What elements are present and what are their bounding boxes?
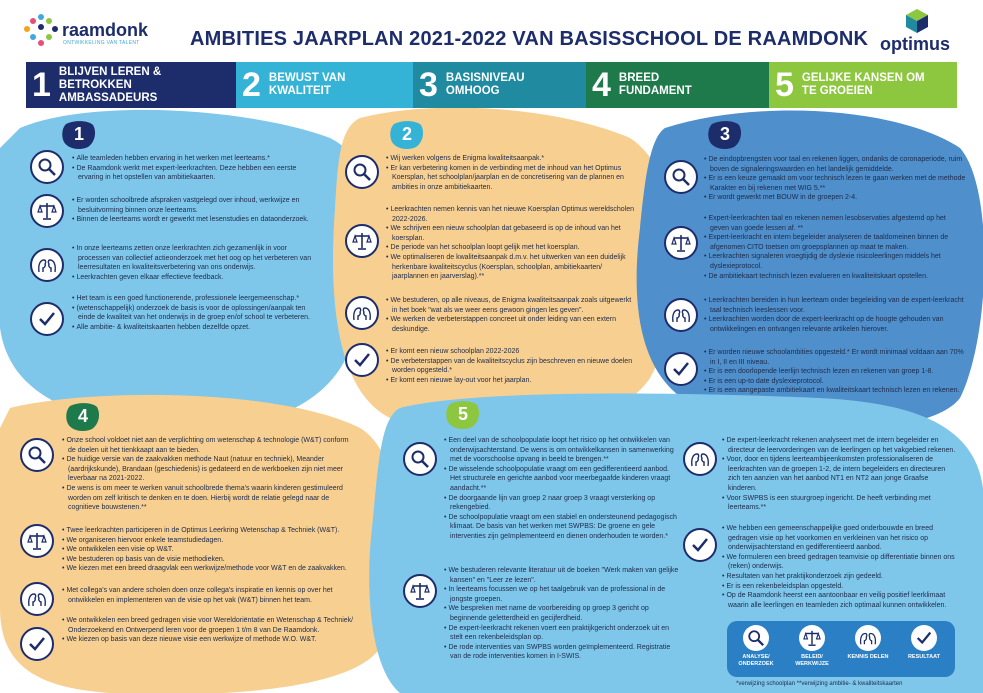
list-item: • We werken de verbeterstappen concreet uit onder leiding van een extern deskundige. [386,315,638,334]
section-2-block-2 [386,205,638,282]
list-item: • Resultaten van het praktijkonderzoek zijn gedeeld. [722,572,958,582]
badge-number: 2 [401,124,412,144]
list-item: • Met collega's van andere scholen doen onze collega's inspiratie en kennis op over het ontwikkelen en implementeren van de visie op het vak (W&T) binnen het team. [62,586,356,605]
legend-label: RESULTAAT [907,654,941,660]
header [0,0,983,62]
badge-number: 3 [719,124,730,144]
badge-number: 4 [77,406,88,426]
list-item: • Wij werken volgens de Enigma kwaliteitsaanpak.* [386,154,638,164]
list-item: • De Raamdonk werkt met expert-leerkrachten. Deze hebben een eerste ervaring in het opstellen van ambitiekaarten. [72,164,312,183]
list-item: • Expert-leerkrachten taal en rekenen nemen lesobservaties afgestemd op het geven van goede lessen af. ** [704,214,966,233]
legend-item-analyse [731,625,781,667]
magnifier-icon [20,438,54,472]
magnifier-icon [743,625,769,651]
list-item: • Alle teamleden hebben ervaring in het werken met leerteams.* [72,154,312,164]
checkmark-icon [30,302,64,336]
legend-label: BELEID/ WERKWIJZE [795,654,829,667]
legend-label: KENNIS DELEN [847,654,889,660]
badge-number: 5 [457,404,468,424]
list-item: • Er is een up-to date dyslexieprotocol. [704,377,966,387]
magnifier-icon [345,155,379,189]
magnifier-icon [664,160,698,194]
list-item: • In leerteams focussen we op het taalgebruik van de professional in de jongste groepen. [444,585,680,604]
list-item: • De huidige versie van de zaakvakken methode Naut (natuur en techniek), Meander (aardrijkskunde), Brandaan (geschiedenis) is gedateerd en de werkboeken zijn niet meer leverbaar na 2021-2022. [62,455,356,484]
list-item: • We bestuderen relevante literatuur uit de boeken "Werk maken van gelijke kansen" en "Leer ze lezen". [444,566,680,585]
list-item: • Er worden schoolbrede afspraken vastgelegd over inhoud, werkwijze en besluitvorming binnen onze leerteams. [72,196,312,215]
list-item: • We ontwikkelen een breed gedragen visie voor Wereldoriëntatie en Wetenschap & Techniek/ Onderzoekend en Ontwerpend leren voor de groepen 1 t/m 8 van De Raamdonk. [62,616,356,635]
list-item: • Er is een doorlopende leerlijn technisch lezen en rekenen van groep 1-8. [704,367,966,377]
section-1-block-3 [72,244,312,282]
list-item: • We bespreken met name de voorbereiding op groep 3 gericht op beginnende geletterdheid en gecijferdheid. [444,604,680,623]
heads-icon [683,442,717,476]
heads-icon [20,582,54,616]
list-item: • Leerkrachten bereiden in hun leerteam onder begeleiding van de expert-leerkracht taal technisch leeslessen voor. [704,296,966,315]
list-item: • Een deel van de schoolpopulatie loopt het risico op het ontwikkelen van onderwijsachterstand. De wens is om ontwikkelkansen in samenwerking met de voorschoolse opvang in beeld te brengen.** [444,436,680,465]
raamdonk-logo-text: raamdonk [62,20,149,40]
section-2-block-3 [386,296,638,334]
list-item: • Expert-leerkracht en intern begeleider analyseren de taaldomeinen binnen de afgenomen CITO toetsen om groepsplannen op maat te maken. [704,233,966,252]
list-item: • De periode van het schoolplan loopt gelijk met het koersplan. [386,243,638,253]
raamdonk-logo [24,14,154,54]
list-item: • We bestuderen op basis van de visie methodieken. [62,555,356,565]
banner-number: 1 [32,66,51,104]
banner-item-1 [26,62,236,108]
banner-label: BLIJVEN LEREN & BETROKKEN AMBASSADEURS [58,65,162,104]
ambition-banner [26,62,957,108]
optimus-logo [870,8,970,54]
section-1-block-2 [72,196,312,225]
banner-label: BREED FUNDAMENT [618,72,692,97]
list-item: • We kiezen op basis van deze nieuwe visie een werkwijze of methode W.O. W&T. [62,635,356,645]
scale-icon [664,226,698,260]
heads-icon [30,248,64,282]
list-item: • Het team is een goed functionerende, professionele leergemeenschap.* [72,294,312,304]
banner-item-4 [586,62,769,108]
section-badge-3 [708,120,742,150]
list-item: • We optimaliseren de kwaliteitsaanpak d.m.v. het uitwerken van een duidelijk herkenbare kwaliteitscyclus (Koersplan, schoolplan, ambitiekaarten/ jaarplannen en jaarverslag).** [386,253,638,282]
list-item: • Leerkrachten geven elkaar effectieve feedback. [72,273,312,283]
banner-number: 2 [242,66,261,104]
banner-label: GELIJKE KANSEN OM TE GROEIEN [801,72,925,97]
banner-label: BASISNIVEAU OMHOOG [445,72,525,97]
list-item: • We hebben een gemeenschappelijke goed onderbouwde en breed gedragen visie op het voorkomen en verkleinen van het risico op onderwijsachterstand en gedifferentieerd aanbod. [722,524,958,553]
magnifier-icon [403,442,437,476]
section-4-block-3 [62,586,356,605]
checkmark-icon [664,352,698,386]
list-item: • Er kan verbetering komen in de verbinding met de inhoud van het Optimus Koersplan, het schoolplan/jaarplan en de concretisering van de plannen en ambities in onze ambitiekaarten. [386,164,638,193]
section-1-block-4 [72,294,312,332]
optimus-cube-icon [904,8,930,34]
banner-label: BEWUST VAN KWALITEIT [268,72,346,97]
raamdonk-logo-tagline: ONTWIKKELING VAN TALENT [63,40,140,46]
section-2-block-4 [386,347,638,385]
scale-icon [30,194,64,228]
list-item: • We ontwikkelen een visie op W&T. [62,545,356,555]
list-item: • Er komt een nieuwe lay-out voor het jaarplan. [386,376,638,386]
section-5-block-4 [722,524,958,610]
badge-number: 1 [73,124,84,144]
section-badge-4 [66,402,100,432]
list-item: • Voor SWPBS is een stuurgroep ingericht. De heeft verbinding met leerteams.** [722,494,958,513]
section-5-block-3 [722,436,958,513]
banner-number: 3 [419,66,438,104]
list-item: • Er is een keuze gemaakt om voor technisch lezen te gaan werken met de methode Karakter en bij rekenen met WIG 5.** [704,174,966,193]
list-item: • Er komt een nieuw schoolplan 2022-2026 [386,347,638,357]
list-item: • Leerkrachten signaleren vroegtijdig de dyslexie risicoleerlingen middels het dyslexieprotocol. [704,252,966,271]
list-item: • De expert-leerkracht rekenen voert een praktijkgericht onderzoek uit en stelt een rekenbeleidsplan op. [444,624,680,643]
icon-legend [727,621,955,677]
scale-icon [403,574,437,608]
list-item: • De rode interventies van SWPBS worden geïmplementeerd. Registratie van de rode interventies komen in I-SWIS. [444,643,680,662]
legend-item-beleid [787,625,837,667]
scale-icon [799,625,825,651]
banner-item-3 [413,62,586,108]
list-item: • De ambitiekaart technisch lezen evalueren en kwaliteitskaart opstellen. [704,272,966,282]
section-3-block-4 [704,348,966,396]
scale-icon [345,224,379,258]
heads-icon [855,625,881,651]
banner-number: 5 [775,66,794,104]
list-item: • De wens is om meer te werken vanuit schoolbrede thema's waarin kinderen gestimuleerd worden om zelf kritisch te denken en te doen. Hierbij wordt de relatie gelegd naar de cognitieve bouwstenen.** [62,484,356,513]
scale-icon [20,524,54,558]
list-item: • Onze school voldoet niet aan de verplichting om wetenschap & technologie (W&T) conform de doelen uit het tienkkaapt aan te bieden. [62,436,356,455]
footnote: *verwijzing schoolplan **verwijzing ambitie- & kwaliteitskaarten [736,681,903,687]
section-badge-2 [390,120,424,150]
list-item: • Op de Raamdonk heerst een aantoonbaar en veilig positief leerklimaat waarin alle leerlingen en teamleden zich optimaal kunnen ontwikkelen. [722,591,958,610]
section-1-block-1 [72,154,312,183]
list-item: • Alle ambitie- & kwaliteitskaarten hebben dezelfde opzet. [72,323,312,333]
list-item: • We bestuderen, op alle niveaus, de Enigma kwaliteitsaanpak zoals uitgewerkt in het boek "wat als we weer eens gewoon gingen les geven". [386,296,638,315]
raamdonk-dots-icon [24,14,60,50]
legend-label: ANALYSE/ ONDERZOEK [738,654,774,667]
page-title: AMBITIES JAARPLAN 2021-2022 VAN BASISSCHOOL DE RAAMDONK [190,28,869,50]
heads-icon [664,298,698,332]
section-3-block-3 [704,296,966,334]
checkmark-icon [911,625,937,651]
list-item: • Er is een rekenbeleidsplan opgesteld. [722,582,958,592]
list-item: • Binnen de leerteams wordt er gewerkt met lesenstudies en dataonderzoek. [72,215,312,225]
section-4-block-1 [62,436,356,513]
section-4-block-4 [62,616,356,645]
banner-number: 4 [592,66,611,104]
list-item: • De wisselende schoolpopulatie vraagt om een gedifferentieerd aanbod. Het structurele en gerichte aanbod voor meerbegaafde kinderen vraagt aandacht.** [444,465,680,494]
list-item: • Er worden nieuwe schoolambities opgesteld.* Er wordt minimaal voldaan aan 70% in I, II en III niveau. [704,348,966,367]
list-item: • In onze leerteams zetten onze leerkrachten zich gezamenlijk in voor processen van collectief actieonderzoek met het oog op het verbeteren van leerresultaten en kwaliteitsverbetering van ons onderwijs. [72,244,312,273]
list-item: • We organiseren hiervoor enkele teamstudiedagen. [62,536,356,546]
banner-item-2 [236,62,413,108]
section-3-block-2 [704,214,966,281]
list-item: • We schrijven een nieuw schoolplan dat gebaseerd is op de inhoud van het koersplan. [386,224,638,243]
list-item: • We formuleren een breed gedragen teamvisie op differentiatie binnen ons (reken) onderwijs. [722,553,958,572]
list-item: • We kiezen met een breed draagvlak een werkwijze/methode voor W&T en de zaakvakken. [62,564,356,574]
list-item: • Leerkrachten worden door de expert-leerkracht op de hoogte gehouden van ontwikkelingen en ontvangen relevante artikelen hierover. [704,315,966,334]
heads-icon [345,296,379,330]
section-5-block-1 [444,436,680,542]
list-item: • Twee leerkrachten participeren in de Optimus Leerkring Wetenschap & Techniek (W&T). [62,526,356,536]
list-item: • De expert-leerkracht rekenen analyseert met de intern begeleider en directeur de leervorderingen van de leerlingen op het vakgebied rekenen. [722,436,958,455]
checkmark-icon [683,528,717,562]
section-4-block-2 [62,526,356,574]
list-item: • Leerkrachten nemen kennis van het nieuwe Koersplan Optimus wereldscholen 2022-2026. [386,205,638,224]
list-item: • Voor, door en tijdens leerteambijeenkomsten professionaliseren de leerkrachten van de groepen 1-2, de intern begeleiders en directeuren zich ten aanzien van het aanbod NT1 en NT2 aan jonge Graafse kinderen. [722,455,958,493]
section-5-block-2 [444,566,680,662]
list-item: • De doorgaande lijn van groep 2 naar groep 3 vraagt versterking op rekengebied. [444,494,680,513]
section-badge-5 [446,400,480,430]
section-badge-1 [62,120,96,150]
list-item: • Er wordt gewerkt met BOUW in de groepen 2-4. [704,193,966,203]
banner-item-5 [769,62,957,108]
list-item: • De schoolpopulatie vraagt om een stabiel en ondersteunend pedagogisch klimaat. De basis van het werken met SWPBS: De groene en gele interventies zijn geïmplementeerd en dienen onderhouden te worden.* [444,513,680,542]
magnifier-icon [30,150,64,184]
checkmark-icon [20,627,54,661]
section-3-block-1 [704,155,966,203]
list-item: • De verbeterstappen van de kwaliteitscyclus zijn beschreven en nieuwe doelen worden opgesteld.* [386,357,638,376]
list-item: • De eindopbrengsten voor taal en rekenen liggen, ondanks de coronaperiode, ruim boven de signaleringswaarden en het landelijk gemiddelde. [704,155,966,174]
legend-item-kennis [843,625,893,661]
list-item: • (wetenschappelijk) onderzoek de basis is voor de oplossingen/aanpak ten einde de kwaliteit van het onderwijs in de groep en/of school te verbeteren. [72,304,312,323]
list-item: • Er is een aangepaste ambitiekaart en kwaliteitskaart technisch lezen en rekenen. [704,386,966,396]
legend-item-resultaat [899,625,949,661]
section-2-block-1 [386,154,638,192]
checkmark-icon [345,343,379,377]
optimus-logo-text: optimus [880,34,950,54]
